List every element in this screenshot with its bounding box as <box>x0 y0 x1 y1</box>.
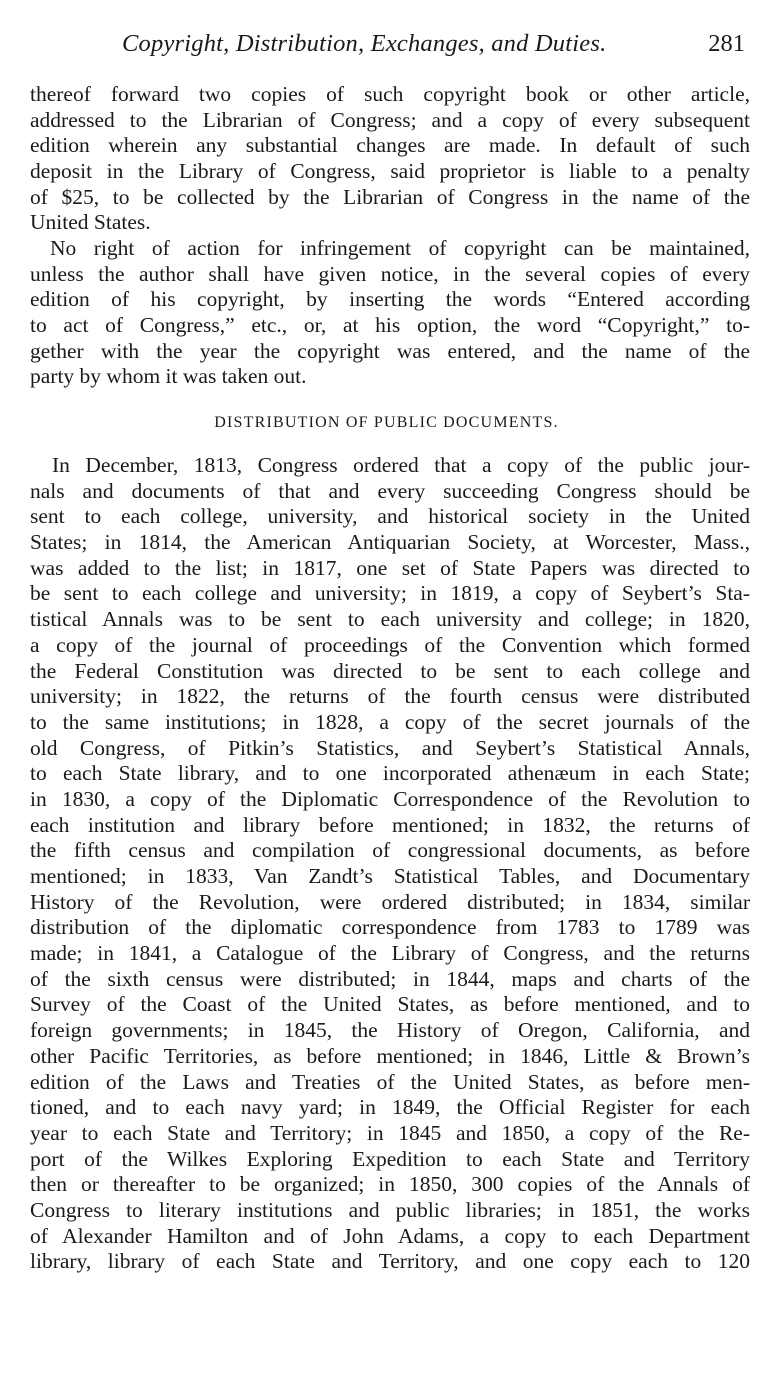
running-title: Copyright, Distribution, Exchanges, and Duties. <box>122 30 607 57</box>
text-line: a copy of the journal of proceedings of the Convention which formed <box>30 632 750 657</box>
text-line: sent to each college, university, and historical society in the United <box>30 504 750 529</box>
text-line: old Congress, of Pitkin’s Statistics, and Seybert’s Statistical Annals, <box>30 735 750 760</box>
text-line: deposit in the Library of Congress, said proprietor is liable to a penalty <box>30 159 750 184</box>
text-line: addressed to the Librarian of Congress; and a copy of every subsequent <box>30 107 750 132</box>
running-head <box>30 30 747 66</box>
text-line: Congress to literary institutions and public libraries; in 1851, the works <box>30 1197 750 1222</box>
page-number: 281 <box>708 30 745 57</box>
text-line: States; in 1814, the American Antiquarian Society, at Worcester, Mass., <box>30 530 750 555</box>
text-line: port of the Wilkes Exploring Expedition to each State and Territory <box>30 1146 750 1171</box>
text-line: of Alexander Hamilton and of John Adams, a copy to each Department <box>30 1223 750 1248</box>
text-line: was added to the list; in 1817, one set of State Papers was directed to <box>30 555 750 580</box>
text-line: Survey of the Coast of the United States, as before mentioned, and to <box>30 992 750 1017</box>
text-line: United States. <box>30 210 151 235</box>
text-line: library, library of each State and Territory, and one copy each to 120 <box>30 1249 750 1274</box>
text-line: tioned, and to each navy yard; in 1849, the Official Register for each <box>30 1095 750 1120</box>
text-line: nals and documents of that and every succeeding Congress should be <box>30 478 750 503</box>
text-line: gether with the year the copyright was entered, and the name of the <box>30 338 750 363</box>
text-line: then or thereafter to be organized; in 1850, 300 copies of the Annals of <box>30 1172 750 1197</box>
text-line: of the sixth census were distributed; in 1844, maps and charts of the <box>30 966 750 991</box>
text-line: year to each State and Territory; in 1845 and 1850, a copy of the Re- <box>30 1120 750 1145</box>
text-line: edition of the Laws and Treaties of the United States, as before men- <box>30 1069 750 1094</box>
text-line: in 1830, a copy of the Diplomatic Correspondence of the Revolution to <box>30 786 750 811</box>
text-line: No right of action for infringement of copyright can be maintained, <box>50 236 750 260</box>
text-line: made; in 1841, a Catalogue of the Library of Congress, and the returns <box>30 941 750 966</box>
text-line: be sent to each college and university; in 1819, a copy of Seybert’s Sta- <box>30 581 750 606</box>
text-line: party by whom it was taken out. <box>30 364 307 389</box>
text-line: to the same institutions; in 1828, a copy of the secret journals of the <box>30 709 750 734</box>
text-line: university; in 1822, the returns of the fourth census were distributed <box>30 684 750 709</box>
text-line: In December, 1813, Congress ordered that a copy of the public jour- <box>52 453 750 477</box>
text-line: tistical Annals was to be sent to each university and college; in 1820, <box>30 607 750 632</box>
paragraph-distribution-history <box>30 453 750 1275</box>
text-line: History of the Revolution, were ordered distributed; in 1834, similar <box>30 889 750 914</box>
text-line: to act of Congress,” etc., or, at his option, the word “Copyright,” to- <box>30 313 750 338</box>
text-line: edition of his copyright, by inserting the words “Entered according <box>30 287 750 312</box>
text-line: distribution of the diplomatic correspondence from 1783 to 1789 was <box>30 915 750 940</box>
text-line: each institution and library before mentioned; in 1832, the returns of <box>30 812 750 837</box>
text-line: of $25, to be collected by the Librarian of Congress in the name of the <box>30 184 750 209</box>
text-line: the Federal Constitution was directed to be sent to each college and <box>30 658 750 683</box>
text-line: to each State library, and to one incorporated athenæum in each State; <box>30 761 750 786</box>
paragraph-notice-requirement <box>30 236 750 390</box>
text-line: mentioned; in 1833, Van Zandt’s Statistical Tables, and Documentary <box>30 864 750 888</box>
text-line: unless the author shall have given notice, in the several copies of every <box>30 261 750 286</box>
paragraph-deposit-requirement <box>30 82 750 236</box>
text-line: foreign governments; in 1845, the History of Oregon, California, and <box>30 1018 750 1043</box>
text-line: other Pacific Territories, as before mentioned; in 1846, Little & Brown’s <box>30 1043 750 1068</box>
text-line: the fifth census and compilation of congressional documents, as before <box>30 838 750 863</box>
section-heading: DISTRIBUTION OF PUBLIC DOCUMENTS. <box>214 414 559 431</box>
text-line: edition wherein any substantial changes are made. In default of such <box>30 133 750 158</box>
text-line: thereof forward two copies of such copyright book or other article, <box>30 82 750 106</box>
